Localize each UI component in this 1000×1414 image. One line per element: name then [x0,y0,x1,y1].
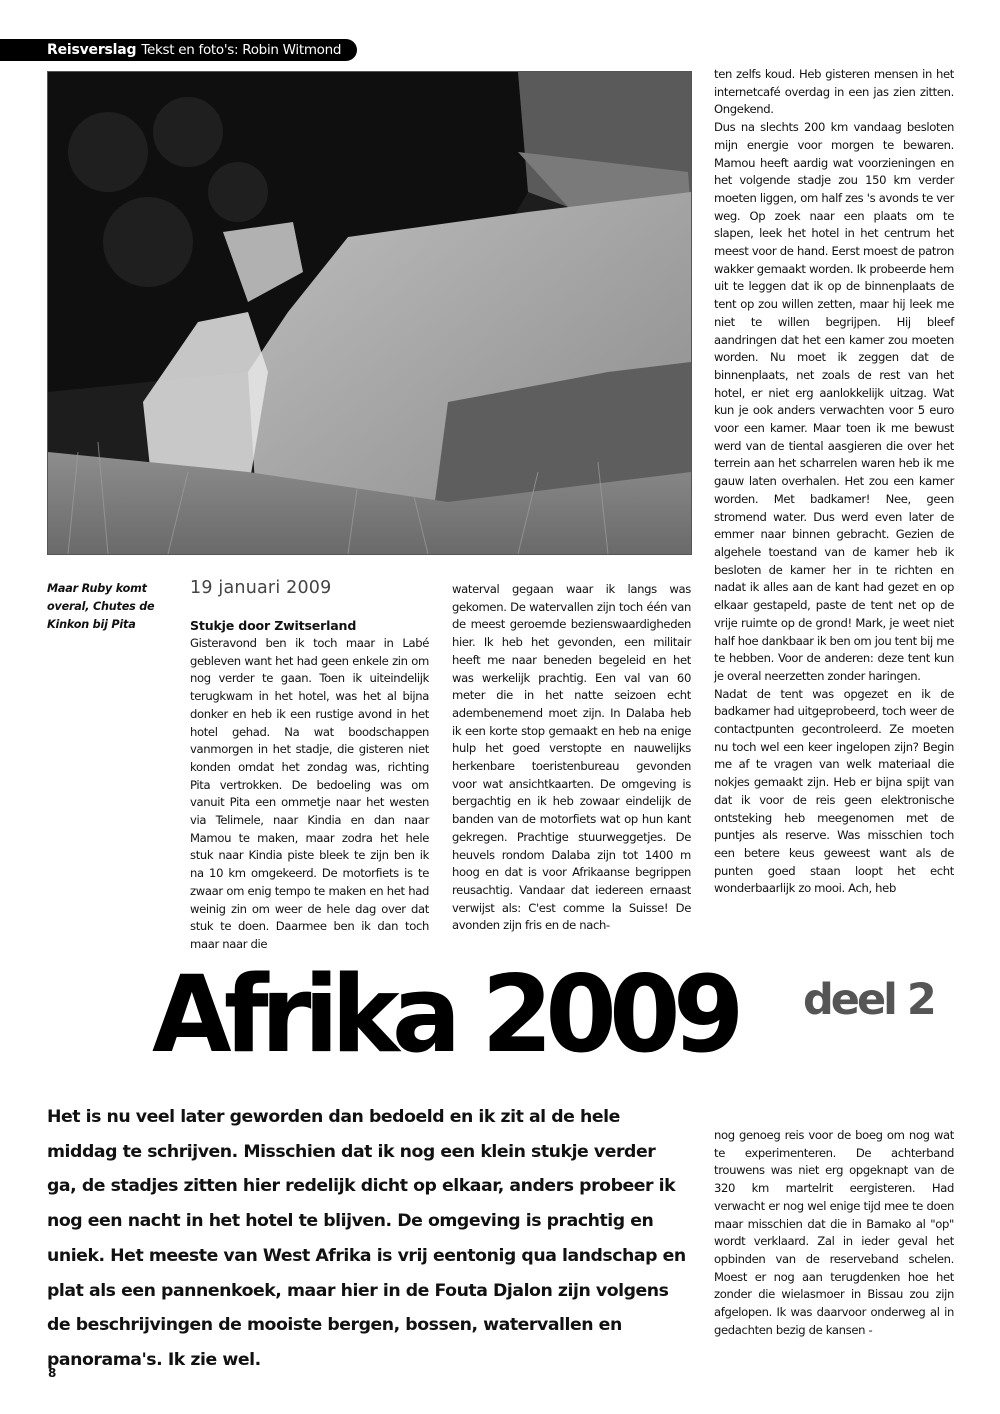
page-number: 8 [48,1366,57,1380]
paragraph: Gisteravond ben ik toch maar in Labé gebleven want het had geen enkele zin om nog verder te gaan. Toen ik uiteindelijk terugkwam in het hotel, was het al bijna donker en heb ik een rustige avond in het hotel gehad. Na wat boodschappen vanmorgen in het stadje, die gisteren niet konden omdat het zondag was, richting Pita vertrokken. De bedoeling was om vanuit Pita een ommetje naar het westen via Telimele, naar Kindia en dan naar Mamou te maken, maar zodra het hele stuk naar Kindia piste bleek te zijn ben ik na 10 km omgekeerd. De motorfiets is te zwaar om enig tempo te maken en het had weinig zin om weer de hele dag over dat stuk te doen. Daarmee ben ik dan toch maar naar die [190,636,429,951]
entry-subheading: Stukje door Zwitserland [190,618,357,633]
paragraph: Nadat de tent was opgezet en ik de badkamer had uitgeprobeerd, toch weer de contactpunten gecontroleerd. Ze moeten nu toch wel een keer ingelopen zijn? Begin me af te vragen van welk materiaal die nokjes gemaakt zijn. Heb er bijna spijt van dat ik voor de reis geen elektronische ontsteking heb meegenomen met de puntjes als reserve. Was misschien toch een betere keus geweest want als de punten goed staan loopt het echt wonderbaarlijk zo mooi. Ach, heb [714,686,954,896]
paragraph: ten zelfs koud. Heb gisteren mensen in het internetcafé overdag in een jas zien zitten. Ongekend. [714,67,954,117]
entry-date: 19 januari 2009 [190,578,332,598]
intro-paragraph: Het is nu veel later geworden dan bedoeld en ik zit al de hele middag te schrijven. Misschien dat ik nog een klein stukje verder ga, de stadjes zitten hier redelijk dicht op elkaar, anders probeer ik nog een nacht in het hotel te blijven. De omgeving is prachtig en uniek. Het meeste van West Afrika is vrij eentonig qua landschap en plat als een pannenkoek, maar hier in de Fouta Djalon zijn volgens de beschrijvingen de mooiste bergen, bossen, watervallen en panorama's. Ik zie wel. [47,1107,686,1370]
article-title: Afrika 2009 [152,953,737,1076]
section-header [0,39,357,61]
photo-caption: Maar Ruby komt overal, Chutes de Kinkon bij Pita [47,582,155,631]
article-part-label: deel 2 [803,975,934,1025]
article-column-4 [714,1127,954,1339]
photo-image [48,72,691,554]
paragraph: Dus na slechts 200 km vandaag besloten mijn energie voor morgen te bewaren. Mamou heeft aardig wat voorzieningen en het volgende stadje zou 150 km verder moeten liggen, om half zes 's avonds te ver weg. Op zoek naar een plaats om te slapen, leek het hotel in het centrum het meest voor de hand. Eerst moest de patron wakker gemaakt worden. Ik probeerde hem uit te leggen dat ik op de binnenplaats de tent op zou willen zetten, maar hij leek me niet te willen begrijpen. Hij bleef aandringen dat het een kamer zou moeten worden. Nu moet ik zeggen dat de binnenplaats, net zoals de rest van het hotel, er niet erg aanlokkelijk uitzag. Wat kun je ook anders verwachten voor 5 euro voor een kamer. Maar toen ik me bewust werd van de tiental aasgieren die over het terrein aan het scharrelen waren heb ik me gauw laten overhalen. Het zou een kamer worden. Met badkamer! Nee, geen stromend water. Dus werd even later de emmer naar binnen gebracht. Gezien de algehele toestand van de kamer heb ik besloten de kamer her in te richten en nadat ik alles aan de kant had gezet en op elkaar gestapeld, paste de tent net op de vrije ruimte op de grond! Mark, je weet niet half hoe dankbaar ik ben om jou tent bij me te hebben. Voor de anderen: deze tent kun je overal neerzetten zonder haringen. [714,120,954,683]
paragraph: nog genoeg reis voor de boeg om nog wat te experimenteren. De achterband trouwens was niet erg opgeknapt van de 320 km martelrit eergisteren. Had verwacht er nog wel enige tijd mee te doen maar misschien dat die in Bamako al "op" wordt verklaard. Zal in ieder geval het opbinden van de reserveband schelen. Moest er nog aan terugdenken hoe het zonder die wielasmoer in Bissau zou zijn afgelopen. Ik was daarvoor onderweg al in gedachten bezig de kansen - [714,1128,954,1337]
author-credit: Tekst en foto's: Robin Witmond [141,42,342,58]
article-column-3 [714,66,954,898]
article-column-2 [452,581,691,935]
paragraph: waterval gegaan waar ik langs was gekomen. De watervallen zijn toch één van de meest geroemde bezienswaardigheden hier. Ik heb het gevonden, een militair heeft me naar beneden begeleid en het was werkelijk prachtig. Een val van 60 meter die in het natte seizoen echt adembenemend moet zijn. In Dalaba heb ik een korte stop gemaakt en heb na enige hulp het goed verstopte en nauwelijks herkenbare toeristenbureau gevonden voor wat ansichtkaarten. De omgeving is bergachtig en ik heb zowaar eindelijk de banden van de motorfiets wat op hun kant gekregen. Prachtige stuurweggetjes. De heuvels rondom Dalaba zijn tot 1400 m hoog en dat is voor Afrikaanse begrippen reusachtig. Vandaar dat iedereen ernaast verwijst als: C'est comme la Suisse! De avonden zijn fris en de nach- [452,582,691,933]
article-column-1 [190,617,429,954]
waterfall-photo [47,71,692,555]
section-label: Reisverslag [47,42,137,58]
